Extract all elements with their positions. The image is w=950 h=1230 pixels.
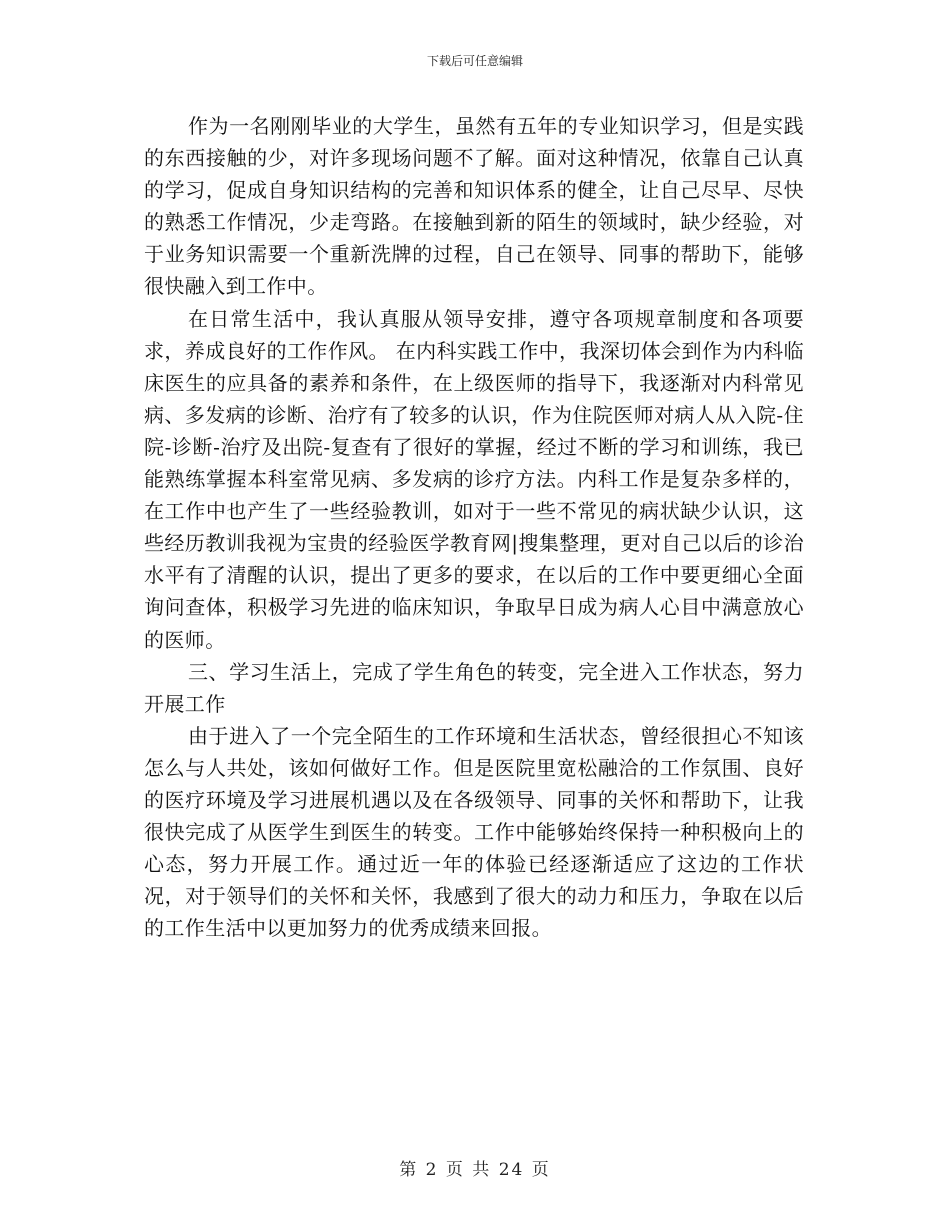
paragraph-4: 由于进入了一个完全陌生的工作环境和生活状态，曾经很担心不知该怎么与人共处，该如何做好工作。但是医院里宽松融洽的工作氛围、良好的医疗环境及学习进展机遇以及在各级领导、同事的关怀和帮助下，让我很快完成了从医学生到医生的转变。工作中能够始终保持一种积极向上的心态，努力开展工作。通过近一年的体验已经逐渐适应了这边的工作状况，对于领导们的关怀和关怀，我感到了很大的动力和压力，争取在以后的工作生活中以更加努力的优秀成绩来回报。: [144, 723, 804, 941]
document-body: [144, 110, 804, 944]
paragraph-2: 在日常生活中，我认真服从领导安排，遵守各项规章制度和各项要求，养成良好的工作作风。 在内科实践工作中，我深切体会到作为内科临床医生的应具备的素养和条件，在上级医师的指导下，我逐渐对内科常见病、多发病的诊断、治疗有了较多的认识，作为住院医师对病人从入院-住院-诊断-治疗及出院-复查有了很好的掌握，经过不断的学习和训练，我已能熟练掌握本科室常见病、多发病的诊疗方法。内科工作是复杂多样的，在工作中也产生了一些经验教训，如对于一些不常见的病状缺少认识，这些经历教训我视为宝贵的经验医学教育网|搜集整理，更对自己以后的诊治水平有了清醒的认识，提出了更多的要求，在以后的工作中要更细心全面询问查体，积极学习先进的临床知识，争取早日成为病人心目中满意放心的医师。: [144, 306, 804, 652]
paragraph-1: 作为一名刚刚毕业的大学生，虽然有五年的专业知识学习，但是实践的东西接触的少，对许多现场问题不了解。面对这种情况，依靠自己认真的学习，促成自身知识结构的完善和知识体系的健全，让自己尽早、尽快的熟悉工作情况，少走弯路。在接触到新的陌生的领域时，缺少经验，对于业务知识需要一个重新洗牌的过程，自己在领导、同事的帮助下，能够很快融入到工作中。: [144, 114, 804, 299]
section-heading-3: 三、学习生活上，完成了学生角色的转变，完全进入工作状态，努力开展工作: [144, 659, 804, 716]
page-number-footer: 第 2 页 共 24 页: [399, 1160, 551, 1180]
page-header-note: 下载后可任意编辑: [426, 54, 523, 68]
